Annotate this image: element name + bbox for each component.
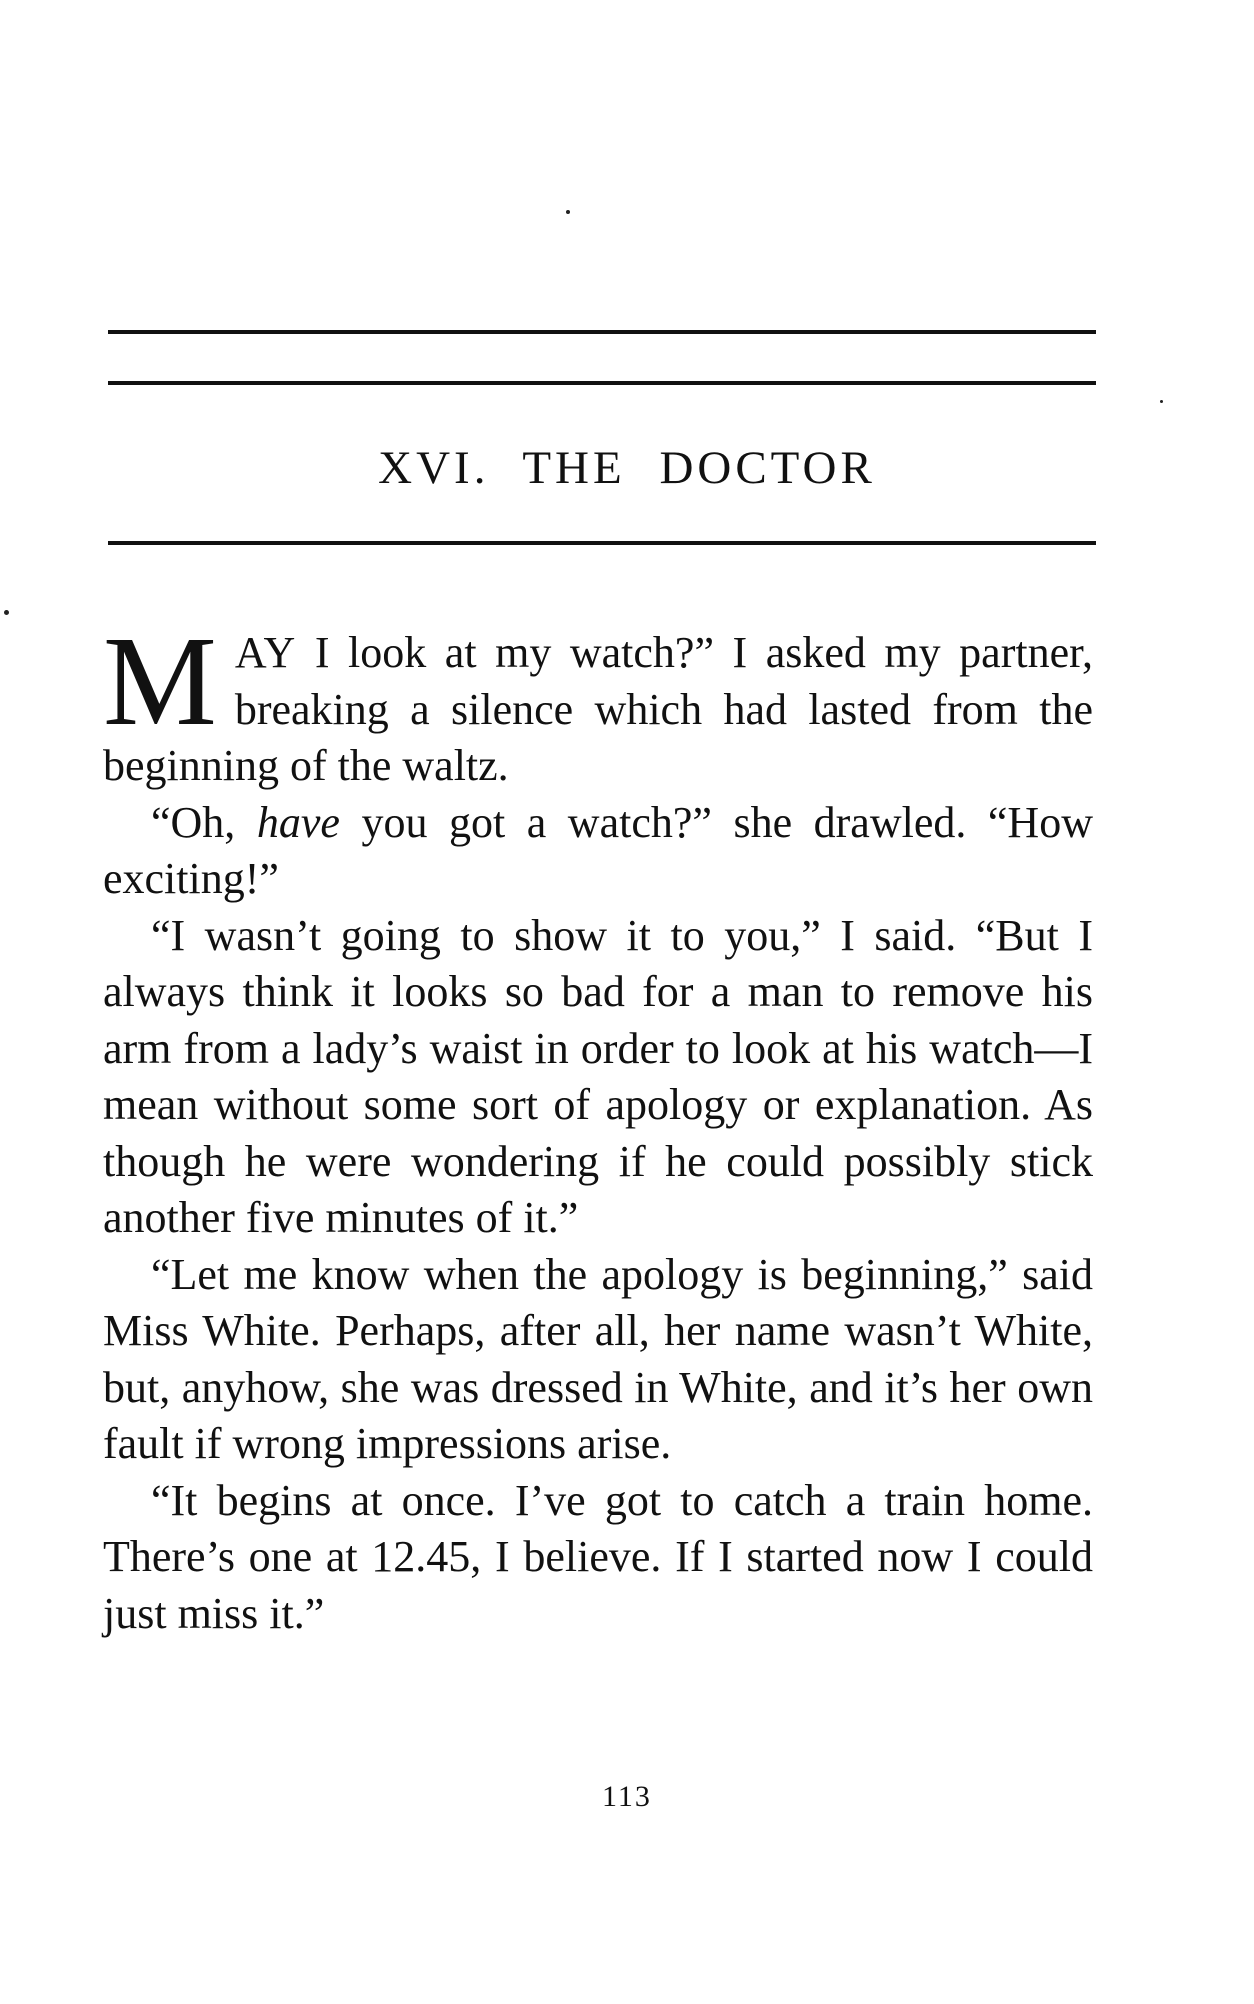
page-number: 113 [602, 1780, 652, 1813]
body-text [103, 610, 1093, 1642]
paragraph-1 [103, 610, 1093, 795]
ink-speck [1160, 400, 1163, 403]
title-underline-rule [108, 541, 1096, 545]
drop-cap: M [103, 610, 217, 752]
second-rule [108, 381, 1096, 385]
ink-speck [4, 610, 9, 615]
ink-speck [566, 210, 570, 214]
paragraph-2-before: “Oh, [151, 797, 257, 847]
top-rule [108, 330, 1096, 334]
paragraph-2 [103, 795, 1093, 908]
paragraph-2-italic: have [256, 797, 340, 847]
paragraph-5: “It begins at once. I’ve got to catch a train home. There’s one at 12.45, I believe. If I started now I could just miss it.” [103, 1475, 1093, 1638]
paragraph-2-after: you got a watch?” she drawled. “How exciting!” [103, 797, 1093, 903]
paragraph-1-text: I look at my watch?” I asked my partner, breaking a silence which had lasted from the beginning of the waltz. [103, 628, 1093, 790]
paragraph-3: “I wasn’t going to show it to you,” I said. “But I always think it looks so bad for a man to remove his arm from a lady’s waist in order to look at his watch—I mean without some sort of apology or explanation. As though he were wondering if he could possibly stick another five minutes of it.” [103, 910, 1093, 1242]
opening-small-caps: AY [234, 628, 297, 677]
paragraph-4: “Let me know when the apology is beginning,” said Miss White. Perhaps, after all, her name wasn’t White, but, anyhow, she was dressed in White, and it’s her own fault if wrong impressions arise. [103, 1249, 1093, 1468]
chapter-title: XVI. THE DOCTOR [378, 442, 876, 494]
